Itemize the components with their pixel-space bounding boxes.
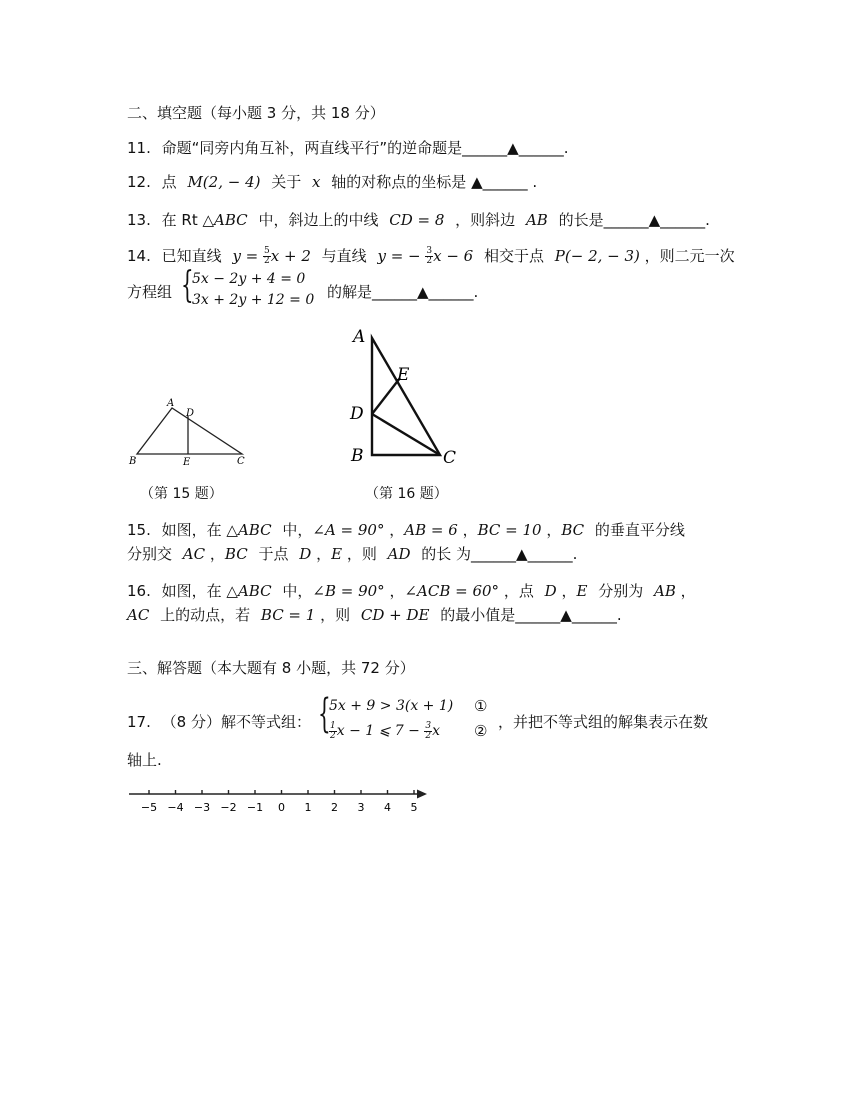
figure-16-caption: （第 16 题）	[365, 486, 448, 502]
q17-mark2: ②	[474, 722, 488, 740]
q16-text: ，则	[320, 606, 351, 624]
q14-mid1: 与直线	[321, 247, 367, 265]
q14-line2-rhs: x − 6	[433, 247, 474, 265]
q16-text: 如图，在 △	[161, 582, 238, 600]
q17-markers	[474, 694, 487, 744]
number-line-tick-label: −4	[167, 801, 184, 814]
question-14	[127, 246, 735, 266]
number-line-tick-label: 4	[384, 801, 391, 814]
q17-line2: 轴上.	[127, 751, 162, 769]
q12-point: M(2, − 4)	[187, 173, 261, 191]
q14-point: P(− 2, − 3)	[554, 247, 640, 265]
q15-text: 如图，在 △	[161, 521, 238, 539]
q16-angle-b: ∠B = 90°	[312, 582, 385, 600]
q17-frac-a: $\frac{1}{2}$	[330, 720, 336, 741]
question-15	[127, 520, 685, 540]
q13-seg: AB	[525, 211, 548, 229]
q16-text: ，	[561, 582, 577, 600]
q14-line1-lhs: y =	[232, 247, 264, 265]
q15-text: 的长 为______▲______.	[421, 545, 578, 563]
q14-line2-label: 方程组	[127, 283, 173, 301]
q15-text: 分别交	[127, 545, 173, 563]
q14-line1-rhs: x + 2	[270, 247, 311, 265]
q15-bc3: BC	[224, 545, 248, 563]
number-line-tick-label: −1	[246, 801, 264, 814]
question-number: 17.	[127, 713, 151, 731]
q15-tri: ABC	[237, 521, 272, 539]
number-line-tick-label: 3	[357, 801, 365, 814]
segment-de	[372, 378, 400, 414]
label-b: B	[351, 446, 364, 466]
label-c: C	[443, 448, 457, 468]
q12-post: 轴的对称点的坐标是 ▲______ .	[331, 173, 538, 191]
q16-d: D	[544, 582, 557, 600]
q17-system	[329, 694, 453, 744]
q15-angle: ∠A = 90°	[312, 521, 385, 539]
q16-angle-acb: ∠ACB = 60°	[404, 582, 500, 600]
q16-text: 分别为	[598, 582, 644, 600]
q14-eq1: 5x − 2y + 4 = 0	[192, 271, 306, 287]
q13-tri: ABC	[214, 211, 248, 229]
q13-expr: CD = 8	[389, 211, 445, 229]
q14-system	[192, 269, 314, 311]
question-16	[127, 581, 696, 601]
number-line-tick-label: 5	[410, 801, 418, 814]
label-d: D	[186, 408, 195, 419]
figure-16	[347, 322, 467, 470]
q15-d: D	[299, 545, 312, 563]
q14-frac2: $\frac{3}{2}$	[426, 246, 433, 266]
q12-pre: 点	[161, 173, 177, 191]
q16-expr: CD + DE	[360, 606, 430, 624]
question-13	[127, 210, 710, 230]
label-d: D	[350, 404, 364, 424]
q16-text: ，	[389, 582, 405, 600]
number-line-arrow	[417, 790, 427, 799]
number-line-tick-label: −2	[220, 801, 237, 814]
q14-post: ，则二元一次	[644, 247, 735, 265]
q15-ac: AC	[182, 545, 206, 563]
q13-pre: 在 Rt △	[161, 211, 215, 229]
q15-text: 于点	[258, 545, 289, 563]
q15-bc: BC = 10	[477, 521, 542, 539]
q13-mid1: 中，斜边上的中线	[258, 211, 379, 229]
question-11	[127, 138, 569, 158]
question-12	[127, 172, 537, 192]
number-line	[127, 786, 437, 818]
question-16-line2	[127, 605, 622, 625]
q14-pre: 已知直线	[161, 247, 222, 265]
q16-ab: AB	[654, 582, 676, 600]
question-number: 16.	[127, 582, 151, 600]
question-number: 12.	[127, 173, 151, 191]
label-e: E	[397, 365, 410, 385]
q15-bc2: BC	[561, 521, 585, 539]
q15-text: ，	[209, 545, 225, 563]
q17-ineq2: $\frac{1}{2}$ x − 1 ⩽ 7 − $\frac{3}{2}$ x	[330, 720, 440, 741]
q16-bc: BC = 1	[260, 606, 316, 624]
q15-ad: AD	[387, 545, 411, 563]
q15-text: 的垂直平分线	[594, 521, 685, 539]
q16-text: 上的动点，若	[160, 606, 251, 624]
segment-dc	[372, 414, 440, 455]
q14-tail: 的解是______▲______.	[327, 283, 479, 301]
q17-system-brace: {	[318, 691, 331, 737]
label-a: A	[353, 327, 366, 347]
q15-text: ，	[546, 521, 562, 539]
label-b: B	[129, 456, 137, 467]
q16-tri: ABC	[237, 582, 272, 600]
q17-ineq1: 5x + 9 > 3(x + 1)	[329, 698, 454, 714]
q16-text: 的最小值是______▲______.	[440, 606, 622, 624]
q15-ab: AB = 6	[404, 521, 458, 539]
question-number: 14.	[127, 247, 151, 265]
section-3-title: 三、解答题（本大题有 8 小题，共 72 分）	[127, 659, 415, 677]
q16-text: ，点	[503, 582, 534, 600]
section-2-title: 二、填空题（每小题 3 分，共 18 分）	[127, 104, 385, 122]
q17-frac-b: $\frac{3}{2}$	[425, 720, 432, 741]
q13-post: 的长是______▲______.	[558, 211, 710, 229]
q16-ac: AC	[127, 606, 150, 624]
q14-frac1: $\frac{5}{2}$	[264, 246, 270, 266]
q14-system-brace: {	[181, 265, 194, 306]
question-15-line2	[127, 544, 577, 564]
q12-mid: 关于	[271, 173, 302, 191]
question-11-text: 命题“同旁内角互补，两直线平行”的逆命题是______▲______.	[161, 139, 569, 157]
label-e: E	[183, 457, 191, 468]
q16-e: E	[576, 582, 588, 600]
q14-line2-lhs: y = −	[377, 247, 426, 265]
number-line-tick-label: 2	[331, 801, 338, 814]
triangle-abc	[372, 338, 440, 455]
q17-pre: （8 分）解不等式组：	[161, 713, 311, 731]
label-a: A	[167, 398, 175, 409]
question-17	[127, 712, 311, 732]
question-number: 11.	[127, 139, 151, 157]
q17-mark1: ①	[474, 697, 488, 715]
q17-post: ，并把不等式组的解集表示在数	[498, 713, 709, 731]
figure-15-caption: （第 15 题）	[140, 486, 223, 502]
number-line-tick-label: 0	[278, 801, 285, 814]
number-line-tick-label: −5	[140, 801, 158, 814]
label-c: C	[237, 456, 245, 467]
q15-text: ，	[316, 545, 332, 563]
q15-text: ，则	[346, 545, 377, 563]
q16-text: ，	[680, 582, 696, 600]
figure-15	[127, 396, 257, 468]
number-line-tick-label: −3	[193, 801, 211, 814]
q16-text: 中，	[282, 582, 313, 600]
question-number: 13.	[127, 211, 151, 229]
q15-text: ，	[462, 521, 478, 539]
q14-eq2: 3x + 2y + 12 = 0	[192, 292, 315, 308]
q15-e: E	[331, 545, 343, 563]
number-line-tick-label: 1	[304, 801, 312, 814]
q14-mid2: 相交于点	[484, 247, 545, 265]
question-number: 15.	[127, 521, 151, 539]
q13-mid2: ，则斜边	[455, 211, 516, 229]
q15-text: 中，	[282, 521, 313, 539]
q15-text: ，	[389, 521, 405, 539]
q12-var: x	[312, 173, 321, 191]
